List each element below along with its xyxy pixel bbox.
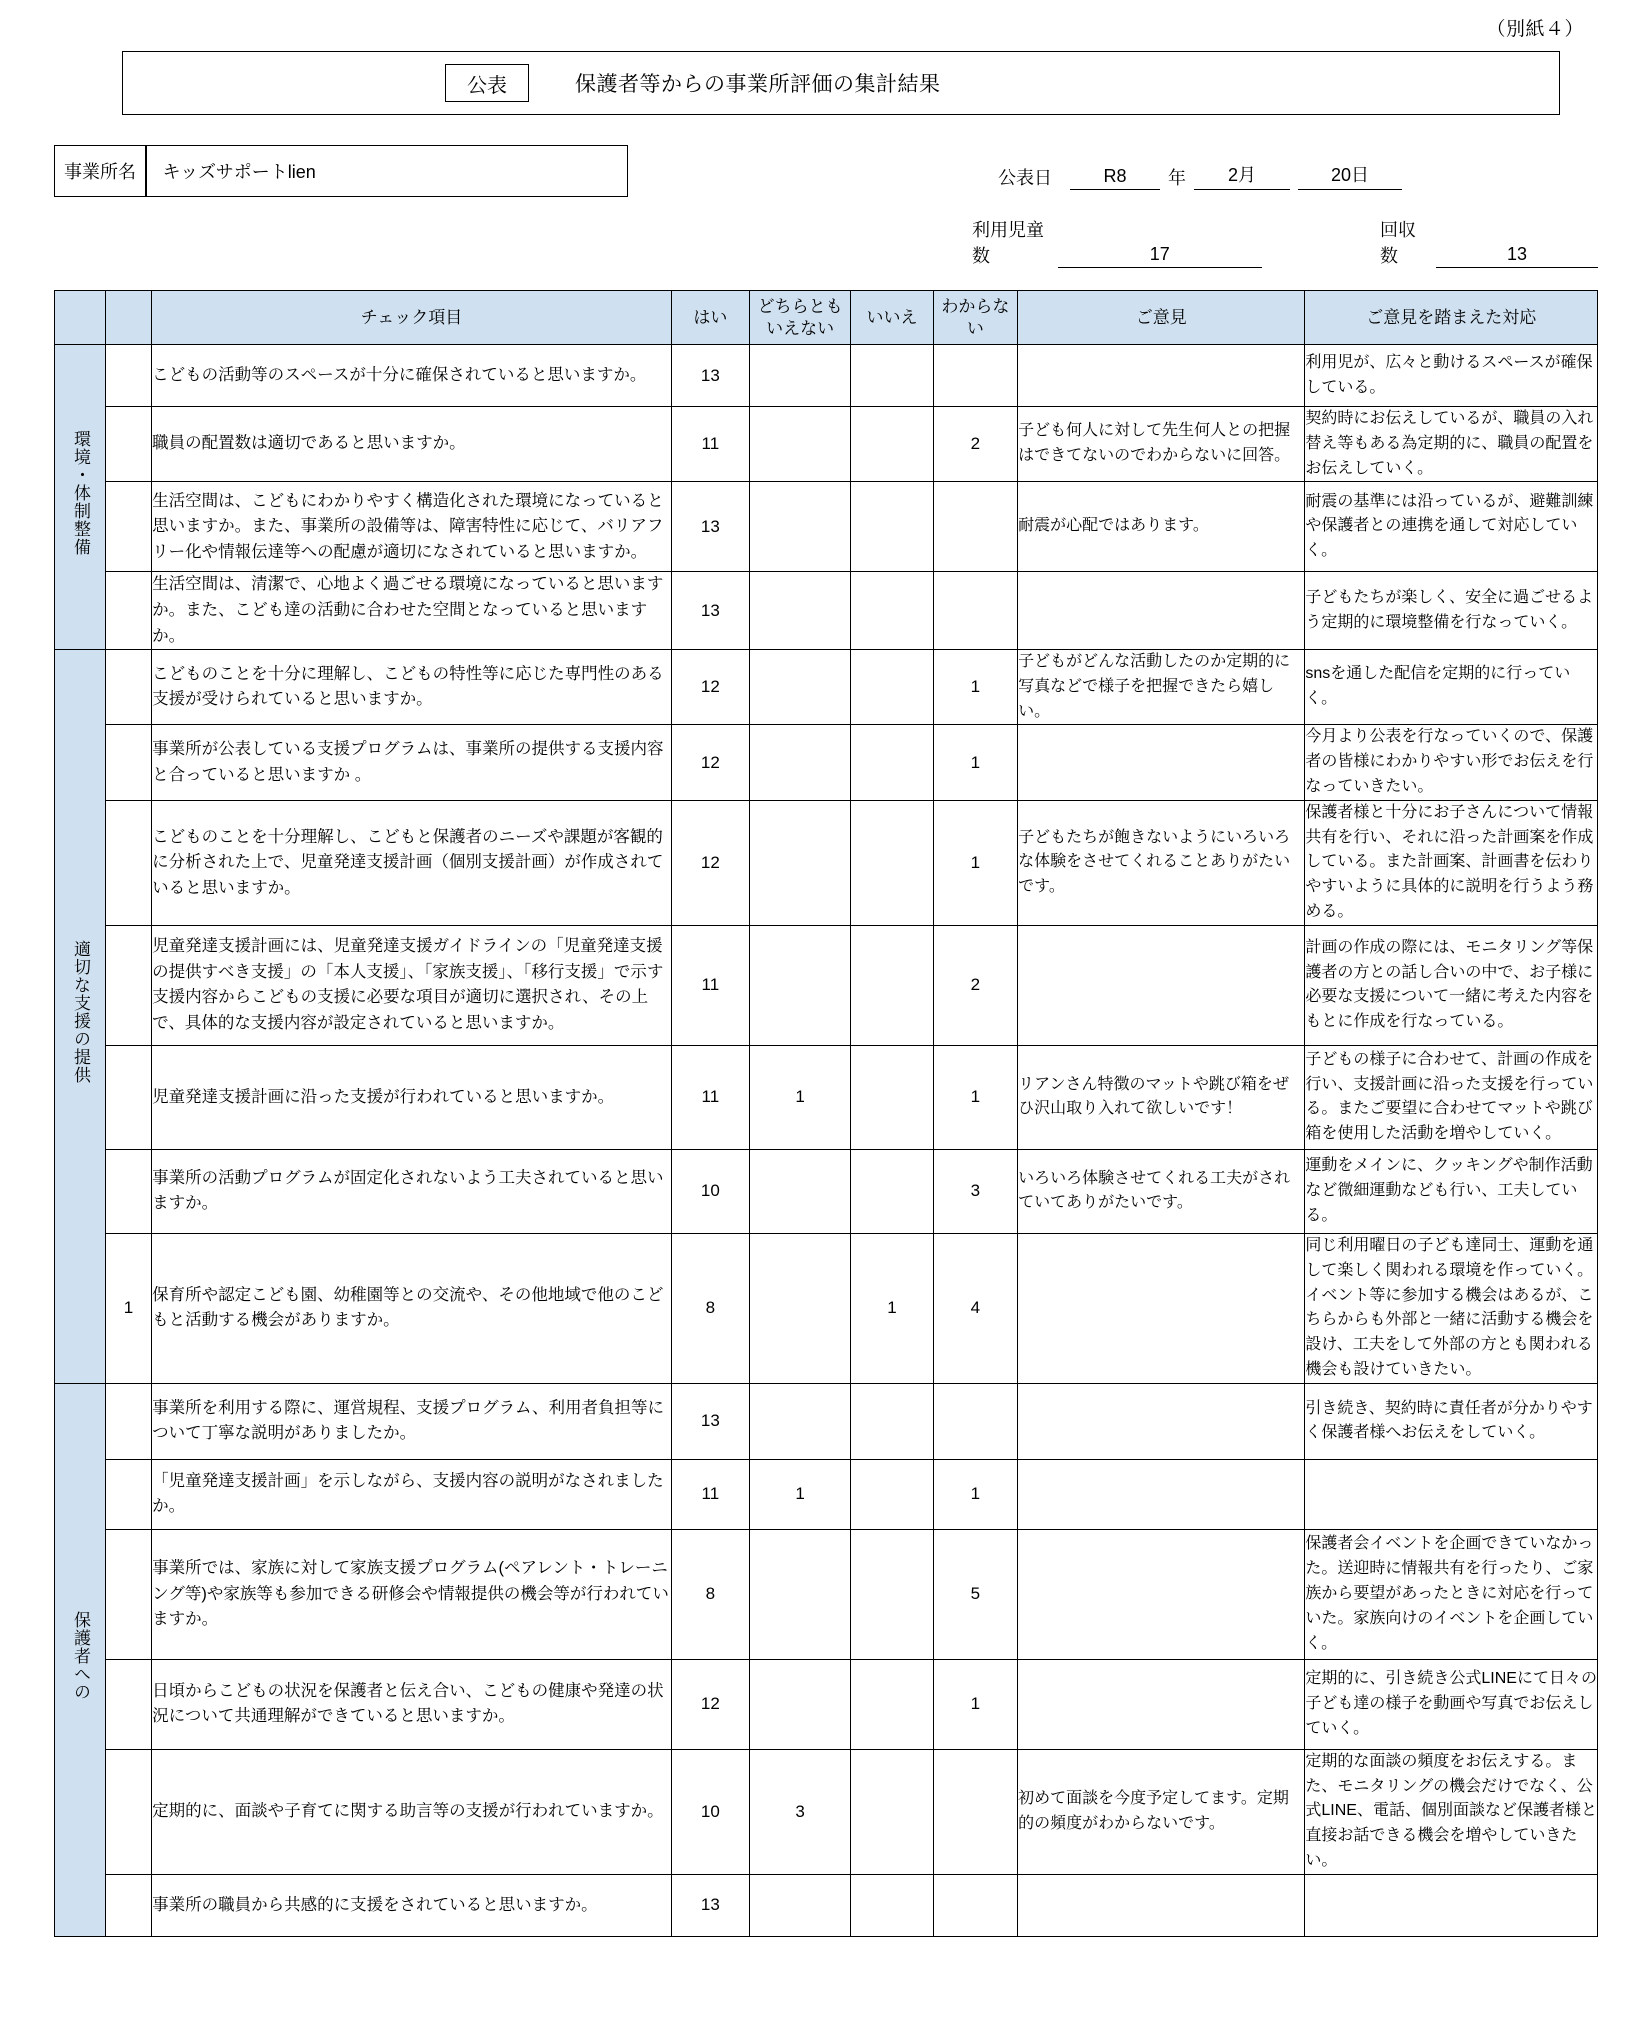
row-number — [105, 1659, 151, 1749]
answer-neither — [749, 1874, 850, 1936]
annex-label: （別紙４） — [1486, 19, 1584, 40]
answer-unknown: 1 — [933, 650, 1017, 725]
info-row — [54, 145, 1598, 268]
answer-no — [851, 1149, 933, 1233]
row-number — [105, 407, 151, 482]
col-yes: はい — [671, 291, 749, 345]
answer-no — [851, 1749, 933, 1874]
answer-yes: 12 — [671, 800, 749, 925]
office-name-label: 事業所名 — [64, 162, 136, 182]
row-number — [105, 725, 151, 800]
answer-neither — [749, 1383, 850, 1459]
check-item-text: 生活空間は、清潔で、心地よく過ごせる環境になっていると思いますか。また、こども達の活動に合わせた空間となっていると思いますか。 — [152, 572, 672, 650]
table-row — [55, 925, 1598, 1045]
opinion-text: いろいろ体験させてくれる工夫がされていてありがたいです。 — [1018, 1149, 1305, 1233]
answer-yes: 8 — [671, 1529, 749, 1659]
opinion-text: リアンさん特徴のマットや跳び箱をぜひ沢山取り入れて欲しいです！ — [1018, 1045, 1305, 1149]
opinion-text: 耐震が心配ではあります。 — [1018, 482, 1305, 572]
response-text: 運動をメインに、クッキングや制作活動など微細運動なども行い、工夫している。 — [1305, 1149, 1598, 1233]
table-row — [55, 1233, 1598, 1383]
counts-line — [638, 216, 1598, 268]
table-row — [55, 650, 1598, 725]
row-number — [105, 345, 151, 407]
opinion-text: 子ども何人に対して先生何人との把握はできてないのでわからないに回答。 — [1018, 407, 1305, 482]
answer-yes: 11 — [671, 925, 749, 1045]
opinion-text — [1018, 1659, 1305, 1749]
check-item-text: こどもの活動等のスペースが十分に確保されていると思いますか。 — [152, 345, 672, 407]
table-row — [55, 1659, 1598, 1749]
answer-neither — [749, 1529, 850, 1659]
publication-month: 2月 — [1194, 161, 1290, 190]
col-number — [105, 291, 151, 345]
table-body — [55, 345, 1598, 1937]
answer-neither — [749, 345, 850, 407]
response-text: 保護者様と十分にお子さんについて情報共有を行い、それに沿った計画案を作成している。また計画案、計画書を伝わりやすいように具体的に説明を行うよう務める。 — [1305, 800, 1598, 925]
answer-yes: 11 — [671, 1459, 749, 1529]
answer-yes: 12 — [671, 725, 749, 800]
col-unknown: わからない — [933, 291, 1017, 345]
category-cell: 適切な支援の提供 — [55, 650, 106, 1384]
response-text: 子どもたちが楽しく、安全に過ごせるよう定期的に環境整備を行なっていく。 — [1305, 572, 1598, 650]
row-number — [105, 1874, 151, 1936]
check-item-text: 事業所の職員から共感的に支援をされていると思いますか。 — [152, 1874, 672, 1936]
response-text — [1305, 1459, 1598, 1529]
answer-yes: 10 — [671, 1749, 749, 1874]
answer-unknown — [933, 1749, 1017, 1874]
table-row — [55, 1045, 1598, 1149]
answer-yes: 13 — [671, 1874, 749, 1936]
opinion-text — [1018, 1383, 1305, 1459]
row-number — [105, 800, 151, 925]
table-row — [55, 1149, 1598, 1233]
col-category — [55, 291, 106, 345]
response-text: 保護者会イベントを企画できていなかった。送迎時に情報共有を行ったり、ご家族から要望があったときに対応を行っていた。家族向けのイベントを企画していく。 — [1305, 1529, 1598, 1659]
answer-yes: 11 — [671, 1045, 749, 1149]
answer-no — [851, 407, 933, 482]
office-name-box — [54, 145, 628, 197]
opinion-text — [1018, 925, 1305, 1045]
answer-yes: 10 — [671, 1149, 749, 1233]
col-neither-line1: どちらとも — [757, 297, 843, 317]
opinion-text — [1018, 1874, 1305, 1936]
response-text: 計画の作成の際には、モニタリング等保護者の方との話し合いの中で、お子様に必要な支援について一緒に考えた内容をもとに作成を行なっている。 — [1305, 925, 1598, 1045]
opinion-text — [1018, 345, 1305, 407]
collected-count-value: 13 — [1436, 244, 1598, 268]
opinion-text — [1018, 1529, 1305, 1659]
response-text: 今月より公表を行なっていくので、保護者の皆様にわかりやすい形でお伝えを行なっていきたい。 — [1305, 725, 1598, 800]
check-item-text: 「児童発達支援計画」を示しながら、支援内容の説明がなされましたか。 — [152, 1459, 672, 1529]
table-row — [55, 1459, 1598, 1529]
row-number — [105, 1149, 151, 1233]
title-banner — [122, 51, 1560, 115]
answer-no — [851, 1045, 933, 1149]
answer-unknown: 1 — [933, 1045, 1017, 1149]
answer-no — [851, 925, 933, 1045]
response-text: snsを通した配信を定期的に行っていく。 — [1305, 650, 1598, 725]
answer-neither — [749, 650, 850, 725]
table-row — [55, 345, 1598, 407]
col-check-item: チェック項目 — [152, 291, 672, 345]
answer-unknown: 2 — [933, 407, 1017, 482]
row-number — [105, 1045, 151, 1149]
answer-no — [851, 1659, 933, 1749]
table-row — [55, 482, 1598, 572]
response-text: 引き続き、契約時に責任者が分かりやすく保護者様へお伝えをしていく。 — [1305, 1383, 1598, 1459]
answer-neither — [749, 482, 850, 572]
answer-no — [851, 345, 933, 407]
answer-unknown: 4 — [933, 1233, 1017, 1383]
answer-no — [851, 482, 933, 572]
answer-no — [851, 800, 933, 925]
response-text: 耐震の基準には沿っているが、避難訓練や保護者との連携を通して対応していく。 — [1305, 482, 1598, 572]
answer-neither: 3 — [749, 1749, 850, 1874]
answer-no: 1 — [851, 1233, 933, 1383]
publication-date-label: 公表日 — [998, 168, 1052, 188]
collected-count-label: 回収数 — [1379, 220, 1416, 266]
table-row — [55, 572, 1598, 650]
check-item-text: こどものことを十分理解し、こどもと保護者のニーズや課題が客観的に分析された上で、児童発達支援計画（個別支援計画）が作成されていると思いますか。 — [152, 800, 672, 925]
col-opinion: ご意見 — [1018, 291, 1305, 345]
col-no: いいえ — [851, 291, 933, 345]
response-text: 定期的に、引き続き公式LINEにて日々の子ども達の様子を動画や写真でお伝えしていく。 — [1305, 1659, 1598, 1749]
table-row — [55, 1874, 1598, 1936]
publication-badge: 公表 — [445, 64, 529, 102]
answer-neither — [749, 800, 850, 925]
children-count-value: 17 — [1058, 244, 1262, 268]
opinion-text — [1018, 572, 1305, 650]
answer-no — [851, 725, 933, 800]
answer-neither — [749, 725, 850, 800]
answer-unknown: 1 — [933, 725, 1017, 800]
answer-yes: 11 — [671, 407, 749, 482]
answer-unknown: 1 — [933, 800, 1017, 925]
col-response: ご意見を踏まえた対応 — [1305, 291, 1598, 345]
table-row — [55, 1749, 1598, 1874]
check-item-text: 日頃からこどもの状況を保護者と伝え合い、こどもの健康や発達の状況について共通理解ができていると思いますか。 — [152, 1659, 672, 1749]
answer-unknown — [933, 572, 1017, 650]
answer-unknown — [933, 1874, 1017, 1936]
publication-year: R8 — [1070, 166, 1160, 190]
answer-neither — [749, 1233, 850, 1383]
year-unit: 年 — [1168, 168, 1186, 188]
check-item-text: 事業所を利用する際に、運営規程、支援プログラム、利用者負担等について丁寧な説明がありましたか。 — [152, 1383, 672, 1459]
opinion-text: 子どもがどんな活動したのか定期的に写真などで様子を把握できたら嬉しい。 — [1018, 650, 1305, 725]
children-count-label: 利用児童数 — [972, 220, 1044, 266]
row-number — [105, 1383, 151, 1459]
row-number — [105, 1459, 151, 1529]
table-row — [55, 800, 1598, 925]
response-text: 利用児が、広々と動けるスペースが確保している。 — [1305, 345, 1598, 407]
category-cell: 保護者への — [55, 1383, 106, 1936]
opinion-text — [1018, 725, 1305, 800]
answer-unknown: 5 — [933, 1529, 1017, 1659]
answer-no — [851, 1383, 933, 1459]
row-number — [105, 1529, 151, 1659]
answer-unknown: 1 — [933, 1659, 1017, 1749]
check-item-text: 生活空間は、こどもにわかりやすく構造化された環境になっていると思いますか。また、事業所の設備等は、障害特性に応じて、バリアフリー化や情報伝達等への配慮が適切になされていると思いますか。 — [152, 482, 672, 572]
answer-no — [851, 1459, 933, 1529]
answer-unknown — [933, 345, 1017, 407]
opinion-text: 子どもたちが飽きないようにいろいろな体験をさせてくれることありがたいです。 — [1018, 800, 1305, 925]
response-text: 定期的な面談の頻度をお伝えする。また、モニタリングの機会だけでなく、公式LINE、電話、個別面談など保護者様と直接お話できる機会を増やしていきたい。 — [1305, 1749, 1598, 1874]
publication-date-line — [638, 161, 1598, 190]
check-item-text: 職員の配置数は適切であると思いますか。 — [152, 407, 672, 482]
row-number: 1 — [105, 1233, 151, 1383]
answer-no — [851, 1874, 933, 1936]
check-item-text: 保育所や認定こども園、幼稚園等との交流や、その他地域で他のこどもと活動する機会がありますか。 — [152, 1233, 672, 1383]
row-number — [105, 650, 151, 725]
response-text: 同じ利用曜日の子ども達同士、運動を通して楽しく関われる環境を作っていく。イベント等に参加する機会はあるが、こちらからも外部と一緒に活動する機会を設け、工夫をして外部の方とも関われる機会も設けていきたい。 — [1305, 1233, 1598, 1383]
row-number — [105, 925, 151, 1045]
row-number — [105, 572, 151, 650]
answer-yes: 8 — [671, 1233, 749, 1383]
category-cell: 環境・体制整備 — [55, 345, 106, 650]
answer-yes: 13 — [671, 1383, 749, 1459]
answer-yes: 13 — [671, 345, 749, 407]
check-item-text: 事業所では、家族に対して家族支援プログラム(ペアレント・トレーニング等)や家族等も参加できる研修会や情報提供の機会等が行われていますか。 — [152, 1529, 672, 1659]
check-item-text: こどものことを十分に理解し、こどもの特性等に応じた専門性のある支援が受けられていると思いますか。 — [152, 650, 672, 725]
answer-yes: 13 — [671, 482, 749, 572]
answer-unknown: 1 — [933, 1459, 1017, 1529]
page-title: 保護者等からの事業所評価の集計結果 — [575, 73, 941, 96]
row-number — [105, 482, 151, 572]
opinion-text — [1018, 1233, 1305, 1383]
check-item-text: 事業所が公表している支援プログラムは、事業所の提供する支援内容と合っていると思いますか 。 — [152, 725, 672, 800]
evaluation-table — [54, 290, 1598, 1937]
answer-neither — [749, 925, 850, 1045]
answer-neither — [749, 1149, 850, 1233]
answer-unknown: 2 — [933, 925, 1017, 1045]
answer-neither — [749, 572, 850, 650]
check-item-text: 事業所の活動プログラムが固定化されないよう工夫されていると思いますか。 — [152, 1149, 672, 1233]
answer-no — [851, 572, 933, 650]
table-header-row — [55, 291, 1598, 345]
table-row — [55, 1529, 1598, 1659]
col-neither — [749, 291, 850, 345]
answer-neither — [749, 1659, 850, 1749]
response-text — [1305, 1874, 1598, 1936]
meta-info — [628, 145, 1598, 268]
answer-unknown: 3 — [933, 1149, 1017, 1233]
table-row — [55, 1383, 1598, 1459]
answer-neither: 1 — [749, 1045, 850, 1149]
check-item-text: 定期的に、面談や子育てに関する助言等の支援が行われていますか。 — [152, 1749, 672, 1874]
opinion-text — [1018, 1459, 1305, 1529]
answer-yes: 12 — [671, 650, 749, 725]
answer-neither: 1 — [749, 1459, 850, 1529]
answer-yes: 12 — [671, 1659, 749, 1749]
answer-yes: 13 — [671, 572, 749, 650]
answer-no — [851, 1529, 933, 1659]
answer-unknown — [933, 482, 1017, 572]
answer-unknown — [933, 1383, 1017, 1459]
table-row — [55, 407, 1598, 482]
office-name-value: キッズサポートlien — [162, 162, 316, 182]
row-number — [105, 1749, 151, 1874]
check-item-text: 児童発達支援計画には、児童発達支援ガイドラインの「児童発達支援の提供すべき支援」の「本人支援」、「家族支援」、「移行支援」で示す支援内容からこどもの支援に必要な項目が適切に選択され、その上で、具体的な支援内容が設定されていると思いますか。 — [152, 925, 672, 1045]
table-row — [55, 725, 1598, 800]
publication-day: 20日 — [1298, 161, 1402, 190]
answer-neither — [749, 407, 850, 482]
response-text: 契約時にお伝えしているが、職員の入れ替え等もある為定期的に、職員の配置をお伝えしていく。 — [1305, 407, 1598, 482]
answer-no — [851, 650, 933, 725]
col-neither-line2: いえない — [766, 318, 835, 338]
check-item-text: 児童発達支援計画に沿った支援が行われていると思いますか。 — [152, 1045, 672, 1149]
opinion-text: 初めて面談を今度予定してます。定期的の頻度がわからないです。 — [1018, 1749, 1305, 1874]
response-text: 子どもの様子に合わせて、計画の作成を行い、支援計画に沿った支援を行っている。またご要望に合わせてマットや跳び箱を使用した活動を増やしていく。 — [1305, 1045, 1598, 1149]
